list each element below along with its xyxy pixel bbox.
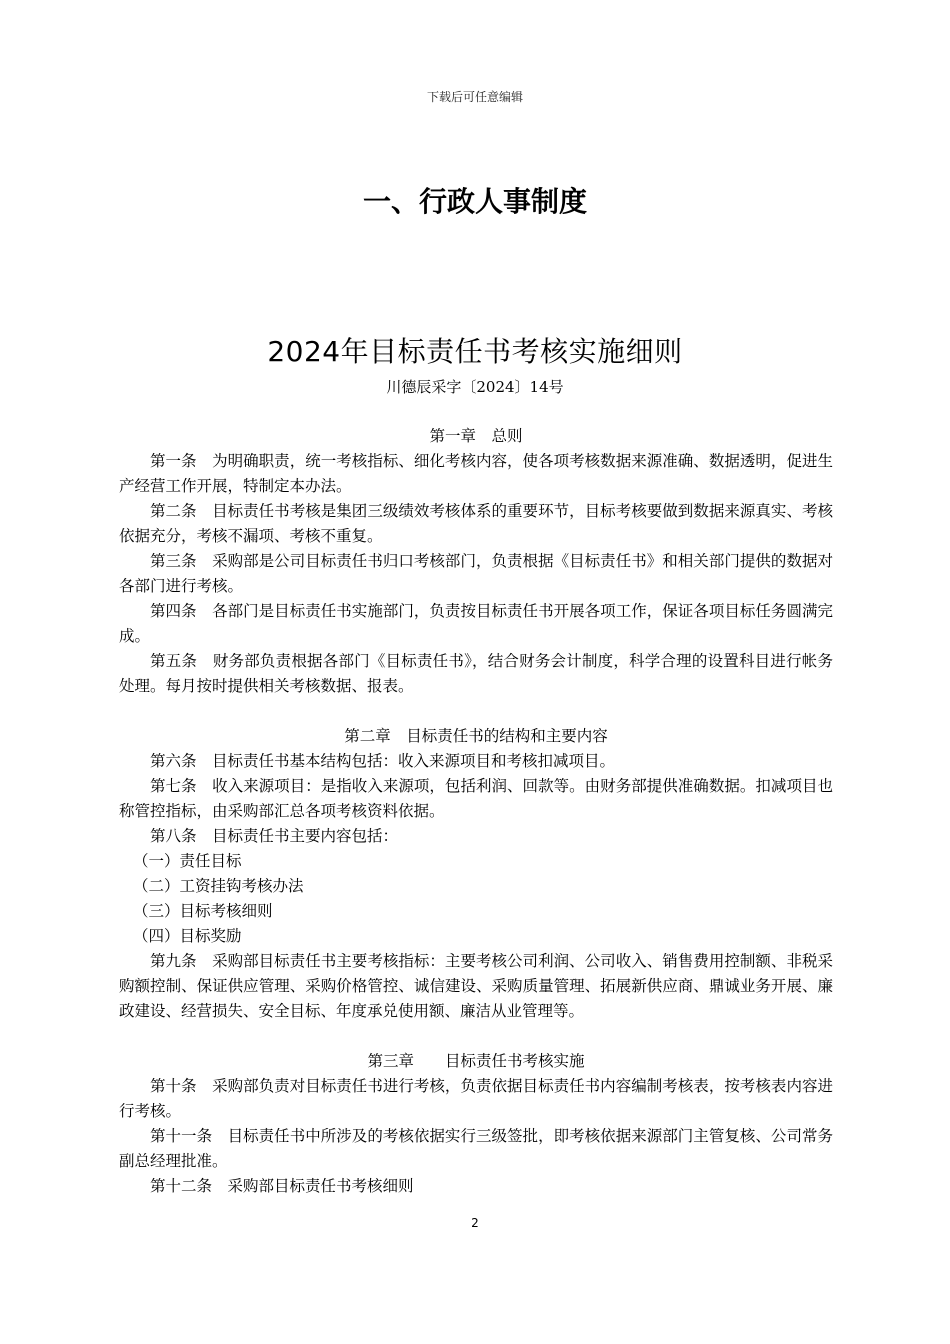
header-note: 下载后可任意编辑 [426,90,523,104]
article-12: 第十二条 采购部目标责任书考核细则 [150,1177,414,1195]
article-5: 第五条 财务部负责根据各部门《目标责任书》，结合财务会计制度，科学合理的设置科目进行帐务处理。每月按时提供相关考核数据、报表。 [119,652,833,695]
chapter-3-title: 第三章 目标责任书考核实施 [367,1052,585,1070]
article-6: 第六条 目标责任书基本结构包括：收入来源项目和考核扣减项目。 [150,752,616,770]
article-4: 第四条 各部门是目标责任书实施部门，负责按目标责任书开展各项工作，保证各项目标任务圆满完成。 [119,602,833,645]
article-7: 第七条 收入来源项目：是指收入来源项，包括利润、回款等。由财务部提供准确数据。扣减项目也称管控指标，由采购部汇总各项考核资料依据。 [119,777,833,820]
list-item: （一）责任目标 [132,852,242,870]
chapter-1-title: 第一章 总则 [429,427,523,445]
list-item: （二）工资挂钩考核办法 [132,877,304,895]
part-title: 一、行政人事制度 [362,185,587,218]
document-number: 川德辰采字〔2024〕14号 [386,378,564,396]
article-1: 第一条 为明确职责，统一考核指标、细化考核内容，使各项考核数据来源准确、数据透明，促进生产经营工作开展，特制定本办法。 [119,452,833,495]
article-8: 第八条 目标责任书主要内容包括： [150,827,399,845]
chapter-2-title: 第二章 目标责任书的结构和主要内容 [344,727,608,745]
document-title: 2024年目标责任书考核实施细则 [267,335,683,368]
article-10: 第十条 采购部负责对目标责任书进行考核，负责依据目标责任书内容编制考核表，按考核表内容进行考核。 [119,1077,833,1120]
list-item: （三）目标考核细则 [132,902,273,920]
list-item: （四）目标奖励 [132,927,242,945]
page-number: 2 [471,1216,479,1230]
article-2: 第二条 目标责任书考核是集团三级绩效考核体系的重要环节，目标考核要做到数据来源真实、考核依据充分，考核不漏项、考核不重复。 [119,502,833,545]
document-body [119,424,833,1199]
article-3: 第三条 采购部是公司目标责任书归口考核部门，负责根据《目标责任书》和相关部门提供的数据对各部门进行考核。 [119,552,833,595]
article-9: 第九条 采购部目标责任书主要考核指标：主要考核公司利润、公司收入、销售费用控制额、非税采购额控制、保证供应管理、采购价格管控、诚信建设、采购质量管理、拓展新供应商、鼎诚业务开展、廉政建设、经营损失、安全目标、年度承兑使用额、廉洁从业管理等。 [119,952,833,1020]
article-11: 第十一条 目标责任书中所涉及的考核依据实行三级签批，即考核依据来源部门主管复核、公司常务副总经理批准。 [119,1127,833,1170]
